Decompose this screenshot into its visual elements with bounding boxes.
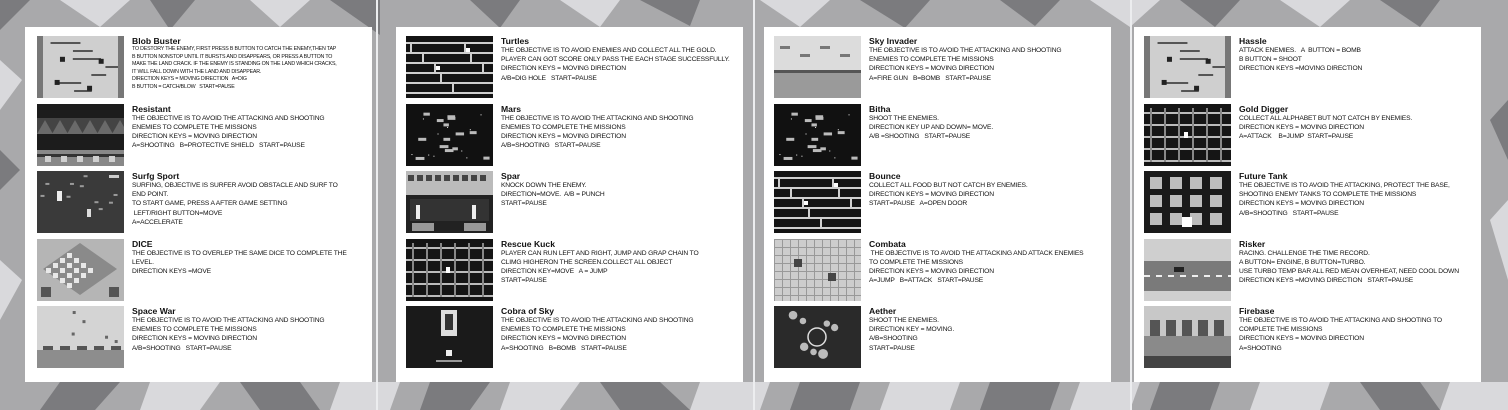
instruction-line: DIRECTION KEYS =MOVING DIRECTION START=PAUSE: [1239, 277, 1414, 285]
game-screenshot-art: [37, 36, 124, 98]
instruction-line: DIRECTION KEYS = MOVING DIRECTION: [869, 65, 994, 73]
game-title: Combata: [869, 238, 906, 249]
game-screenshot-art: [406, 306, 493, 368]
instruction-line: START=PAUSE: [501, 200, 547, 208]
instruction-line: DIRECTION KEYS = MOVING DIRECTION: [869, 267, 994, 275]
instruction-line: A=ACCELERATE: [132, 218, 183, 226]
game-title: DICE: [132, 238, 153, 249]
instruction-line: DIRECTION KEY=MOVE A = JUMP: [501, 267, 608, 275]
game-description: [1239, 239, 1479, 286]
instruction-line: DIRECTION KEYS = MOVING DIRECTION A=DIG: [132, 76, 247, 83]
game-entry: [25, 36, 372, 100]
game-screenshot: [37, 36, 124, 98]
instruction-line: IT WILL FALL DOWN WITH THE LAND AND DISAPPEAR.: [132, 68, 262, 75]
instruction-line: THE OBJECTIVE IS TO AVOID THE ATTACKING AND SHOOTING TO: [1239, 317, 1442, 324]
game-description: [132, 171, 370, 227]
game-screenshot: [774, 306, 861, 368]
game-description: [869, 171, 1109, 209]
game-screenshot-art: [406, 239, 493, 301]
game-entry: [764, 104, 1111, 168]
game-title: Aether: [869, 306, 897, 316]
game-title: Firebase: [1239, 306, 1275, 316]
game-screenshot-art: [774, 239, 861, 301]
game-title: Resistant: [132, 103, 171, 114]
instruction-line: A BUTTON= ENGINE, B BUTTON=TURBO.: [1239, 258, 1366, 266]
instruction-line: THE OBJECTIVE IS TO AVOID THE ATTACKING AND ATTACK ENEMIES: [869, 249, 1084, 257]
instruction-line: MAKE THE LAND CRACK. IF THE ENEMY IS STANDING ON THE LAND WHICH CRACKS,: [132, 61, 337, 68]
instruction-line: A/B=SHOOTING: [869, 335, 918, 343]
instruction-line: A/B =SHOOTING START=PAUSE: [869, 132, 971, 140]
game-description: [501, 104, 741, 151]
instruction-line: ENEMIES TO COMPLETE THE MISSIONS: [132, 326, 257, 334]
game-title: Bounce: [869, 171, 901, 181]
instruction-line: THE OBJECTIVE IS TO AVOID THE ATTACKING AND SHOOTING: [132, 317, 325, 324]
game-screenshot: [406, 36, 493, 98]
game-title: Turtles: [501, 36, 530, 46]
instruction-line: LEVEL.: [132, 258, 154, 266]
instruction-line: A/B=DIG HOLE START=PAUSE: [501, 74, 597, 82]
instruction-line: START=PAUSE A=OPEN DOOR: [869, 200, 968, 208]
game-description: [132, 36, 370, 92]
game-description: [1239, 306, 1479, 353]
game-screenshot-art: [1144, 104, 1231, 166]
game-title: Rescue Kuck: [501, 238, 555, 249]
instruction-line: DIRECTION KEYS = MOVING DIRECTION: [1239, 335, 1364, 343]
game-entry: [1134, 239, 1481, 303]
instruction-line: USE TURBO TEMP BAR ALL RED MEAN OVERHEAT, NEED COOL DOWN: [1239, 267, 1459, 275]
game-title: Blob Buster: [132, 36, 181, 46]
game-screenshot: [37, 306, 124, 368]
instruction-line: A=SHOOTING: [1239, 344, 1282, 352]
instruction-line: DIRECTION KEY UP AND DOWN= MOVE.: [869, 123, 994, 131]
instruction-line: THE OBJECTIVE IS TO AVOID THE ATTACKING AND SHOOTING: [132, 114, 325, 122]
instruction-line: A=SHOOTING B=BOMB START=PAUSE: [501, 344, 627, 352]
game-entry: [764, 239, 1111, 303]
game-entry: [764, 171, 1111, 235]
instruction-line: ATTACK ENEMIES. A BUTTON = BOMB: [1239, 47, 1361, 54]
game-entry: [1134, 104, 1481, 168]
game-screenshot: [774, 171, 861, 233]
game-screenshot: [1144, 171, 1231, 233]
game-entry: [764, 306, 1111, 370]
instruction-line: DIRECTION KEYS = MOVING DIRECTION: [869, 191, 994, 199]
game-entry: [25, 239, 372, 303]
instruction-line: B BUTTON = SHOOT: [1239, 56, 1302, 64]
game-entry: [396, 306, 743, 370]
game-screenshot-art: [774, 104, 861, 166]
instruction-line: THE OBJECTIVE IS TO AVOID THE ATTACKING AND SHOOTING: [869, 47, 1062, 54]
game-screenshot-art: [774, 306, 861, 368]
instruction-line: CLIMG HIGHERON THE SCREEN.COLLECT ALL OBJECT: [501, 258, 673, 266]
game-screenshot: [774, 239, 861, 301]
instruction-line: DIRECTION KEYS =MOVE: [132, 267, 211, 275]
instruction-line: DIRECTION KEYS = MOVING DIRECTION: [1239, 200, 1364, 208]
game-description: [501, 171, 741, 209]
game-screenshot: [1144, 239, 1231, 301]
game-screenshot: [1144, 104, 1231, 166]
game-screenshot-art: [37, 306, 124, 368]
instruction-line: THE OBJECTIVE IS TO AVOID THE ATTACKING AND SHOOTING: [501, 317, 694, 324]
instruction-line: END POINT.: [132, 191, 169, 199]
manual-page-1: [25, 27, 372, 382]
instruction-line: THE OBJECTIVE IS TO OVERLEP THE SAME DICE TO COMPLETE THE: [132, 249, 347, 257]
game-screenshot-art: [1144, 36, 1231, 98]
instruction-line: B BUTTON = CATCH/BLOW START=PAUSE: [132, 83, 235, 90]
game-title: Gold Digger: [1239, 103, 1289, 114]
game-screenshot: [406, 239, 493, 301]
instruction-line: RACING. CHALLENGE THE TIME RECORD.: [1239, 249, 1370, 257]
instruction-line: START=PAUSE: [501, 277, 547, 285]
game-entry: [25, 171, 372, 235]
game-title: Cobra of Sky: [501, 306, 555, 316]
game-title: Mars: [501, 103, 522, 114]
instruction-line: DIRECTION KEYS =MOVING DIRECTION: [1239, 65, 1363, 73]
game-description: [1239, 36, 1479, 74]
game-description: [132, 239, 370, 277]
instruction-line: TO DESTORY THE ENEMY, FIRST PRESS B BUTTON TO CATCH THE ENEMY,THEN TAP: [132, 46, 337, 52]
instruction-line: DIRECTION KEYS = MOVING DIRECTION: [1239, 123, 1364, 131]
instruction-line: DIRECTION=MOVE. A/B = PUNCH: [501, 191, 605, 199]
game-screenshot: [406, 104, 493, 166]
fold-line: [376, 0, 378, 410]
instruction-line: A=ATTACK B=JUMP START=PAUSE: [1239, 132, 1354, 140]
instruction-line: START=PAUSE: [869, 344, 915, 352]
game-description: [1239, 104, 1479, 142]
game-screenshot: [37, 104, 124, 166]
instruction-line: DIRECTION KEYS = MOVING DIRECTION: [501, 65, 626, 73]
instruction-line: DIRECTION KEYS = MOVING DIRECTION: [132, 335, 257, 343]
instruction-line: SURFING, OBJECTIVE IS SURFER AVOID OBSTACLE AND SURF TO: [132, 182, 338, 189]
game-screenshot: [1144, 306, 1231, 368]
instruction-line: A=SHOOTING B=PROTECTIVE SHIELD START=PAUSE: [132, 142, 305, 150]
instruction-line: THE OBJECTIVE IS TO AVOID ENEMIES AND COLLECT ALL THE GOLD.: [501, 47, 717, 54]
game-entry: [1134, 36, 1481, 100]
game-title: Sky Invader: [869, 36, 918, 46]
game-title: Hassle: [1239, 36, 1267, 46]
game-entry: [396, 171, 743, 235]
game-screenshot-art: [1144, 171, 1231, 233]
instruction-line: A=FIRE GUN B=BOMB START=PAUSE: [869, 74, 991, 82]
instruction-line: ENEMIES TO COMPLETE THE MISSIONS: [132, 123, 257, 131]
game-entry: [25, 104, 372, 168]
instruction-line: DIRECTION KEYS = MOVING DIRECTION: [501, 132, 626, 140]
instruction-line: TO COMPLETE THE MISSIONS: [869, 258, 963, 266]
game-screenshot-art: [774, 36, 861, 98]
instruction-line: ENEMIES TO COMPLETE THE MISSIONS: [501, 123, 626, 131]
instruction-line: SHOOT THE ENEMIES.: [869, 317, 939, 324]
game-screenshot: [406, 171, 493, 233]
game-screenshot-art: [37, 239, 124, 301]
fold-line: [753, 0, 755, 410]
instruction-line: ENEMIES TO COMPLETE THE MISSIONS: [501, 326, 626, 334]
instruction-line: THE OBJECTIVE IS TO AVOID THE ATTACKING AND SHOOTING: [501, 114, 694, 122]
game-screenshot: [37, 239, 124, 301]
instruction-line: KNOCK DOWN THE ENEMY.: [501, 182, 587, 189]
game-screenshot: [774, 36, 861, 98]
instruction-line: DIRECTION KEY = MOVING.: [869, 326, 955, 334]
game-description: [869, 239, 1109, 286]
game-title: Space War: [132, 306, 176, 316]
game-title: Bitha: [869, 103, 891, 114]
instruction-line: A/B=SHOOTING START=PAUSE: [1239, 209, 1339, 217]
game-description: [1239, 171, 1479, 218]
game-entry: [396, 36, 743, 100]
game-description: [501, 306, 741, 353]
fold-line: [1130, 0, 1132, 410]
game-title: Spar: [501, 171, 521, 181]
game-screenshot: [37, 171, 124, 233]
game-screenshot-art: [37, 104, 124, 166]
game-entry: [764, 36, 1111, 100]
game-title: Surfg Sport: [132, 171, 180, 181]
game-entry: [25, 306, 372, 370]
game-entry: [1134, 171, 1481, 235]
game-title: Risker: [1239, 238, 1266, 249]
instruction-line: A/B=SHOOTING START=PAUSE: [501, 142, 601, 150]
game-entry: [396, 239, 743, 303]
game-screenshot-art: [406, 104, 493, 166]
instruction-line: A=JUMP B=ATTACK START=PAUSE: [869, 277, 984, 285]
manual-page-2: [396, 27, 743, 382]
game-entry: [1134, 306, 1481, 370]
instruction-line: LEFT/RIGHT BUTTON=MOVE: [132, 209, 223, 217]
instruction-line: DIRECTION KEYS = MOVING DIRECTION: [501, 335, 626, 343]
game-screenshot-art: [37, 171, 124, 233]
instruction-line: TO START GAME, PRESS A AFTER GAME SETTING: [132, 200, 288, 208]
game-screenshot-art: [406, 171, 493, 233]
instruction-line: PLAYER CAN RUN LEFT AND RIGHT, JUMP AND GRAP CHAIN TO: [501, 249, 699, 257]
game-description: [869, 104, 1109, 142]
game-description: [501, 239, 741, 286]
instruction-line: COLLECT ALL ALPHABET BUT NOT CATCH BY ENEMIES.: [1239, 114, 1413, 122]
game-entry: [396, 104, 743, 168]
game-screenshot-art: [1144, 239, 1231, 301]
instruction-line: SHOOT THE ENEMIES.: [869, 114, 939, 122]
game-screenshot-art: [1144, 306, 1231, 368]
game-description: [132, 306, 370, 353]
game-screenshot: [406, 306, 493, 368]
instruction-line: SHOOTING ENEMY TANKS TO COMPLETE THE MISSIONS: [1239, 191, 1417, 199]
instruction-line: PLAYER CAN GOT SCORE ONLY PASS THE EACH STAGE SUCCESSFULLY.: [501, 56, 730, 64]
instruction-line: COMPLETE THE MISSIONS: [1239, 326, 1323, 334]
instruction-line: ENEMIES TO COMPLETE THE MISSIONS: [869, 56, 994, 64]
game-title: Future Tank: [1239, 171, 1288, 181]
manual-page-4: [1134, 27, 1481, 382]
game-screenshot: [774, 104, 861, 166]
instruction-line: THE OBJECTIVE IS TO AVOID THE ATTACKING, PROTECT THE BASE,: [1239, 182, 1450, 189]
instruction-line: A/B=SHOOTING START=PAUSE: [132, 344, 232, 352]
manual-page-3: [764, 27, 1111, 382]
game-description: [869, 306, 1109, 353]
instruction-line: COLLECT ALL FOOD BUT NOT CATCH BY ENEMIES.: [869, 182, 1028, 189]
game-description: [132, 104, 370, 151]
game-description: [501, 36, 741, 83]
game-screenshot-art: [406, 36, 493, 98]
game-description: [869, 36, 1109, 83]
game-screenshot: [1144, 36, 1231, 98]
instruction-line: B BUTTON NONSTOP UNTIL IT BURSTS AND DISAPPEARS, OR PRESS A BUTTON TO: [132, 53, 333, 60]
instruction-line: DIRECTION KEYS = MOVING DIRECTION: [132, 132, 257, 140]
game-screenshot-art: [774, 171, 861, 233]
